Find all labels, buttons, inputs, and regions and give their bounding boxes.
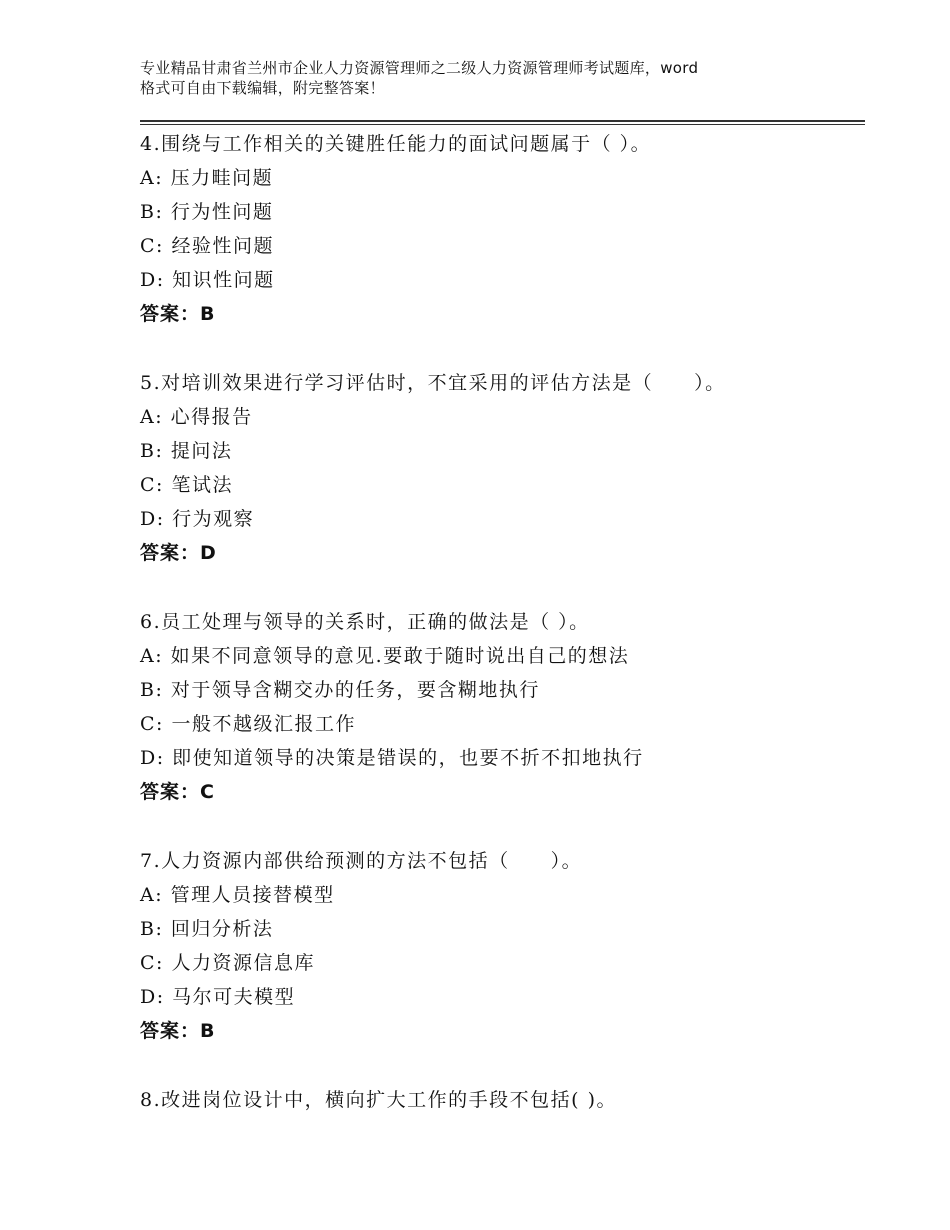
answer-line: 答案：C [140, 781, 215, 803]
question-block-8 [140, 1083, 840, 1117]
question-stem: 8.改进岗位设计中，横向扩大工作的手段不包括( )。 [140, 1089, 617, 1111]
question-block-4 [140, 127, 840, 331]
option-d: D: 即使知道领导的决策是错误的，也要不折不扣地执行 [140, 747, 644, 769]
option-d: D: 行为观察 [140, 508, 255, 530]
header-divider-thick [140, 120, 865, 122]
question-block-6 [140, 605, 840, 809]
question-stem: 6.员工处理与领导的关系时，正确的做法是（ ）。 [140, 611, 590, 633]
option-b: B: 提问法 [140, 440, 233, 462]
option-a: A: 如果不同意领导的意见.要敢于随时说出自己的想法 [140, 645, 630, 667]
option-a: A: 压力畦问题 [140, 167, 274, 189]
answer-line: 答案：B [140, 303, 216, 325]
option-c: C: 笔试法 [140, 474, 233, 496]
option-a: A: 心得报告 [140, 406, 253, 428]
option-b: B: 行为性问题 [140, 201, 274, 223]
option-b: B: 回归分析法 [140, 918, 274, 940]
question-stem: 5.对培训效果进行学习评估时，不宜采用的评估方法是（ ）。 [140, 372, 726, 394]
document-header [140, 58, 840, 98]
question-block-7 [140, 844, 840, 1048]
option-d: D: 马尔可夫模型 [140, 986, 296, 1008]
option-c: C: 一般不越级汇报工作 [140, 713, 356, 735]
option-a: A: 管理人员接替模型 [140, 884, 335, 906]
header-line-2: 格式可自由下载编辑，附完整答案！ [140, 79, 385, 97]
answer-line: 答案：B [140, 1020, 216, 1042]
header-divider-thin [140, 124, 865, 125]
option-c: C: 人力资源信息库 [140, 952, 315, 974]
option-d: D: 知识性问题 [140, 269, 275, 291]
option-c: C: 经验性问题 [140, 235, 274, 257]
question-stem: 7.人力资源内部供给预测的方法不包括（ ）。 [140, 850, 583, 872]
header-line-1: 专业精品甘肃省兰州市企业人力资源管理师之二级人力资源管理师考试题库，word [140, 59, 699, 77]
question-block-5 [140, 366, 840, 570]
answer-line: 答案：D [140, 542, 217, 564]
option-b: B: 对于领导含糊交办的任务，要含糊地执行 [140, 679, 540, 701]
question-stem: 4.围绕与工作相关的关键胜任能力的面试问题属于（ ）。 [140, 133, 652, 155]
